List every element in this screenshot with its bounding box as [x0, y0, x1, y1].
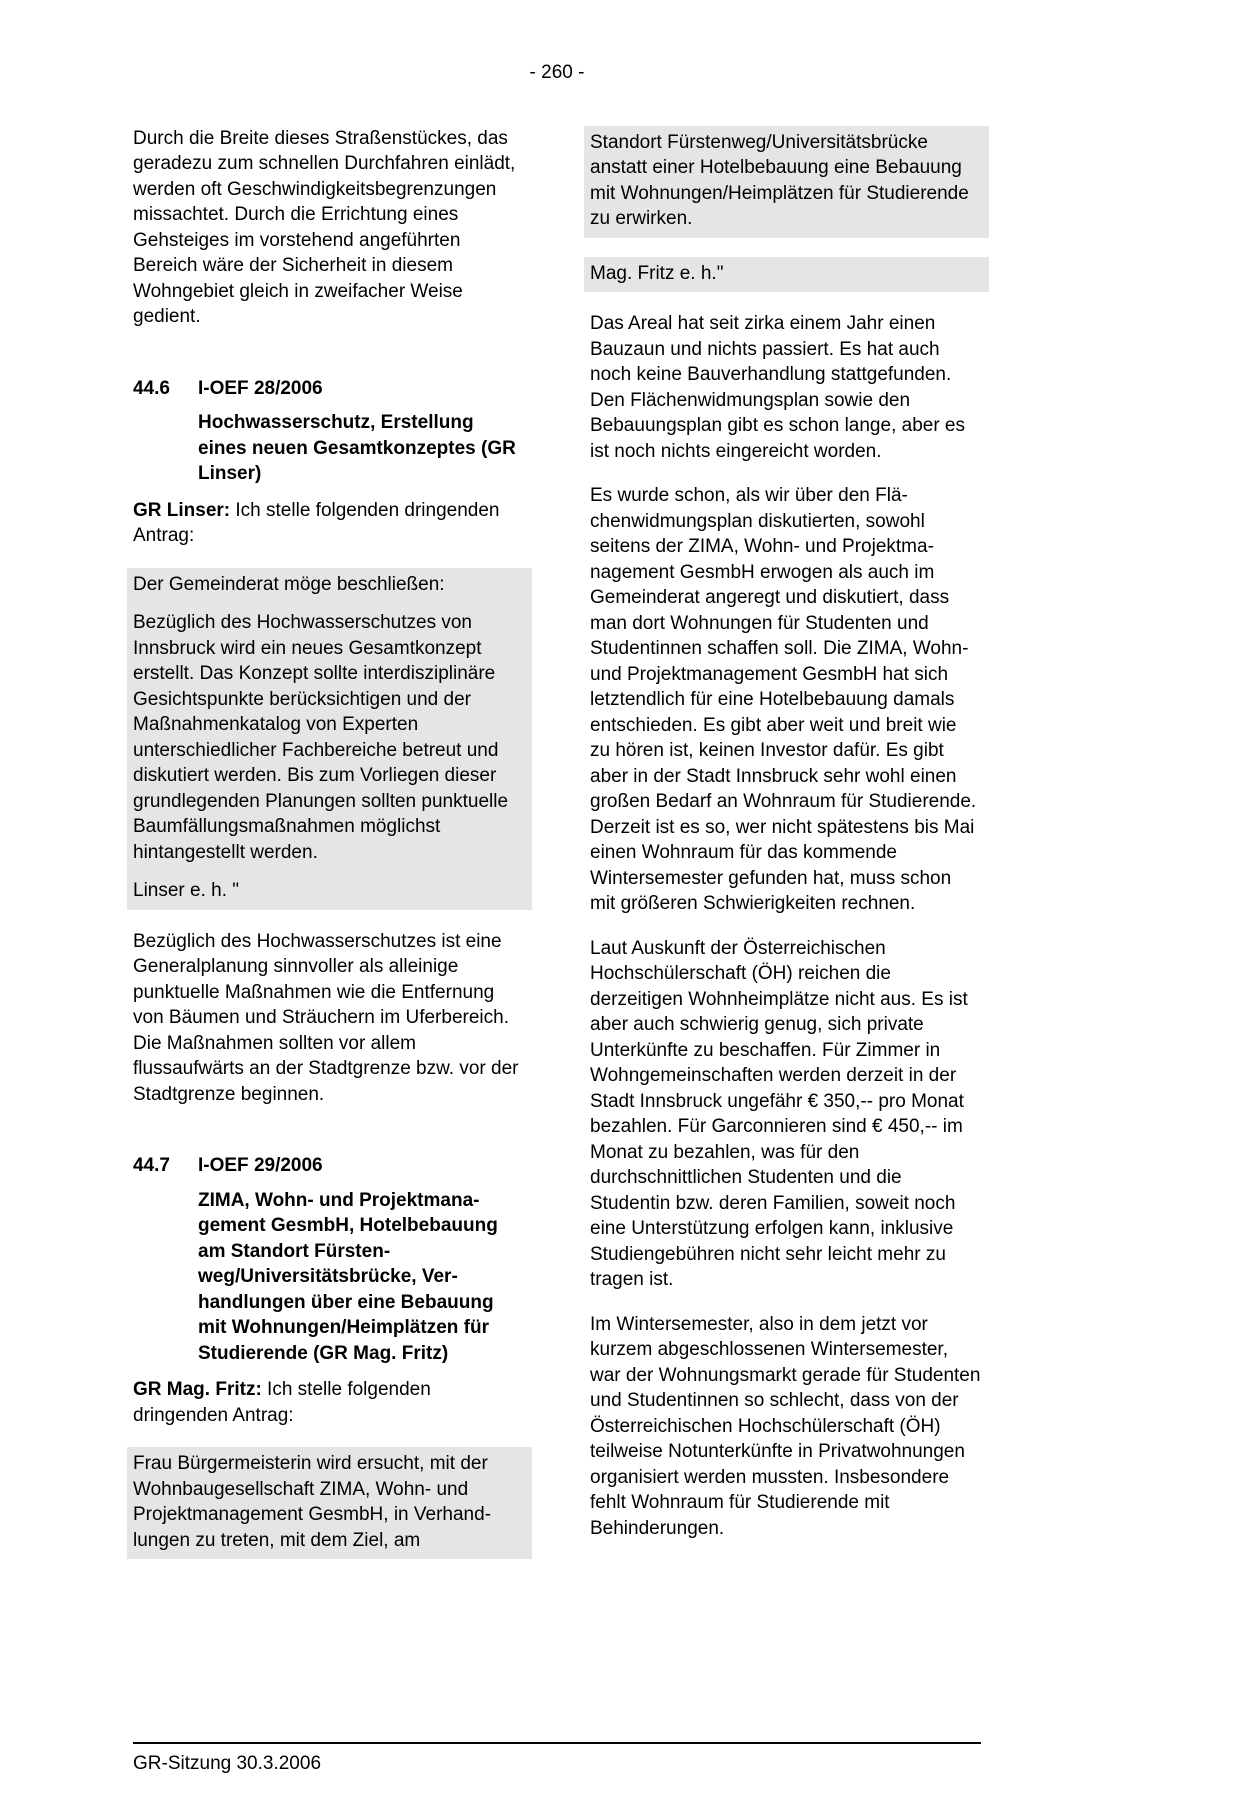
left-column — [133, 126, 524, 1579]
motion-quote-flood — [127, 568, 532, 910]
motion-signature-fritz-block — [584, 257, 989, 293]
motion-body-zima-part1: Frau Bürgermeisterin wird ersucht, mit der Wohnbaugesellschaft ZIMA, Wohn- und Projektmanagement GesmbH, in Verhandlungen zu treten, mit dem Ziel, am — [133, 1453, 492, 1551]
motion-signature-fritz: Mag. Fritz e. h." — [590, 262, 724, 284]
right-column — [590, 126, 981, 1579]
agenda-number-44-7: 44.7 — [133, 1155, 170, 1176]
agenda-title-44-6: Hochwasserschutz, Erstellung eines neuen Gesamtkonzeptes (GR Linser) — [198, 412, 516, 484]
agenda-number-44-6: 44.6 — [133, 377, 170, 399]
footer-text: GR-Sitzung 30.3.2006 — [133, 1753, 322, 1774]
paragraph-flood-comment: Bezüglich des Hochwasserschutzes ist eine Generalplanung sinnvoller als alleinige punktuelle Maßnahmen wie die Entfernung von Bäumen und Sträuchern im Uferbereich. Die Maßnahmen sollten vor allem flussaufwärts an der Stadtgrenze bzw. vor der Stadtgrenze beginnen. — [133, 930, 519, 1105]
motion-quote-zima-part1 — [127, 1447, 532, 1559]
speaker-name-fritz: GR Mag. Fritz: — [133, 1379, 262, 1400]
motion-quote-zima-part2 — [584, 126, 989, 238]
speaker-text-linser: Ich stelle folgenden dringenden Antrag: — [133, 499, 500, 546]
document-body — [133, 126, 1240, 1579]
paragraph-oeh-housing: Laut Auskunft der Österreichischen Hochschülerschaft (ÖH) reichen die derzeitigen Wohnheimplätze nicht aus. Es ist aber auch schwierig genug, sich private Unterkünfte zu beschaffen. Für Zimmer in Wohngemeinschaften werden derzeit in der Stadt Innsbruck ungefähr € 350,-- pro Monat bezahlen. Für Garconnieren sind € 450,-- im Monat zu bezahlen, was für den durchschnittlichen Studenten und die Studentin bzw. deren Familien, soweit noch eine Unterstützung erfolgen kann, inklusive Studiengebühren nicht sehr leicht mehr zu tragen ist. — [590, 937, 968, 1290]
motion-body-flood: Bezüglich des Hochwasserschutzes von Innsbruck wird ein neues Gesamtkonzept erstellt. Das Konzept sollte interdisziplinäre Gesichtspunkte berücksichtigen und der Maßnahmenkatalog von Experten unterschiedlicher Fachbereiche betreut und diskutiert werden. Bis zum Vorliegen dieser grundlegenden Planungen sollten punktuelle Baumfällungsmaßnahmen möglichst hintangestellt werden. — [133, 612, 509, 863]
speaker-text-fritz: Ich stelle folgenden dringenden Antrag: — [133, 1379, 431, 1426]
paragraph-wintersemester: Im Wintersemester, also in dem jetzt vor kurzem abgeschlossenen Wintersemester, war der Wohnungsmarkt gerade für Studenten und Studentinnen so schlecht, dass von der Österreichischen Hochschülerschaft (ÖH) teilweise Notunterkünfte in Privatwohnungen organisiert werden mussten. Insbesondere fehlt Wohnraum für Studierende mit Behinderungen. — [590, 1313, 981, 1539]
page-footer — [133, 1742, 981, 1777]
agenda-item-44-6-heading — [133, 376, 524, 402]
motion-opening-line: Der Gemeinderat möge beschließen: — [133, 573, 445, 595]
agenda-code-44-7: I-OEF 29/2006 — [198, 1155, 323, 1176]
agenda-title-44-7: ZIMA, Wohn- und Projektmanagement GesmbH, Hotelbebauung am Standort Fürstenweg/Universitätsbrücke, Verhandlungen über eine Bebauung mit Wohnungen/Heimplätzen für Studierende (GR Mag. Fritz) — [198, 1189, 498, 1364]
paragraph-street-safety: Durch die Breite dieses Straßenstückes, das geradezu zum schnellen Durchfahren einlädt, werden oft Geschwindigkeitsbegrenzungen missachtet. Durch die Errichtung eines Gehsteiges im vorstehend angeführten Bereich wäre der Sicherheit in diesem Wohngebiet gleich in zweifacher Weise gedient. — [133, 127, 516, 327]
speaker-paragraph-fritz — [133, 1377, 524, 1428]
paragraph-zima-history: Es wurde schon, als wir über den Flächenwidmungsplan diskutierten, sowohl seitens der ZIMA, Wohn- und Projektmanagement GesmbH erwogen als auch im Gemeinderat angeregt und diskutiert, dass man dort Wohnungen für Studenten und Studentinnen schaffen soll. Die ZIMA, Wohn- und Projektmanagement GesmbH hat sich letztendlich für eine Hotelbebauung damals entschieden. Es gibt aber weit und breit wie zu hören ist, keinen Investor dafür. Es gibt aber in der Stadt Innsbruck sehr wohl einen großen Bedarf an Wohnraum für Studierende. Derzeit ist es so, wer nicht spätestens bis Mai einen Wohnraum für das kommende Wintersemester gefunden hat, muss schon mit größeren Schwierigkeiten rechnen. — [590, 485, 977, 914]
speaker-paragraph-linser — [133, 498, 524, 549]
motion-body-zima-part2: Standort Fürstenweg/Universitätsbrücke anstatt einer Hotelbebauung eine Bebauung mit Wohnungen/Heimplätzen für Studierende zu erwirken. — [590, 131, 969, 229]
speaker-name-linser: GR Linser: — [133, 499, 231, 521]
paragraph-areal: Das Areal hat seit zirka einem Jahr einen Bauzaun und nichts passiert. Es hat auch noch keine Bauverhandlung stattgefunden. Den Flächenwidmungsplan sowie den Bebauungsplan gibt es schon lange, aber es ist noch nichts eingereicht worden. — [590, 313, 965, 462]
agenda-item-44-7-heading — [133, 1153, 524, 1179]
page-number: - 260 - — [529, 62, 585, 83]
motion-signature-linser: Linser e. h. " — [133, 880, 240, 901]
agenda-code-44-6: I-OEF 28/2006 — [198, 377, 323, 399]
